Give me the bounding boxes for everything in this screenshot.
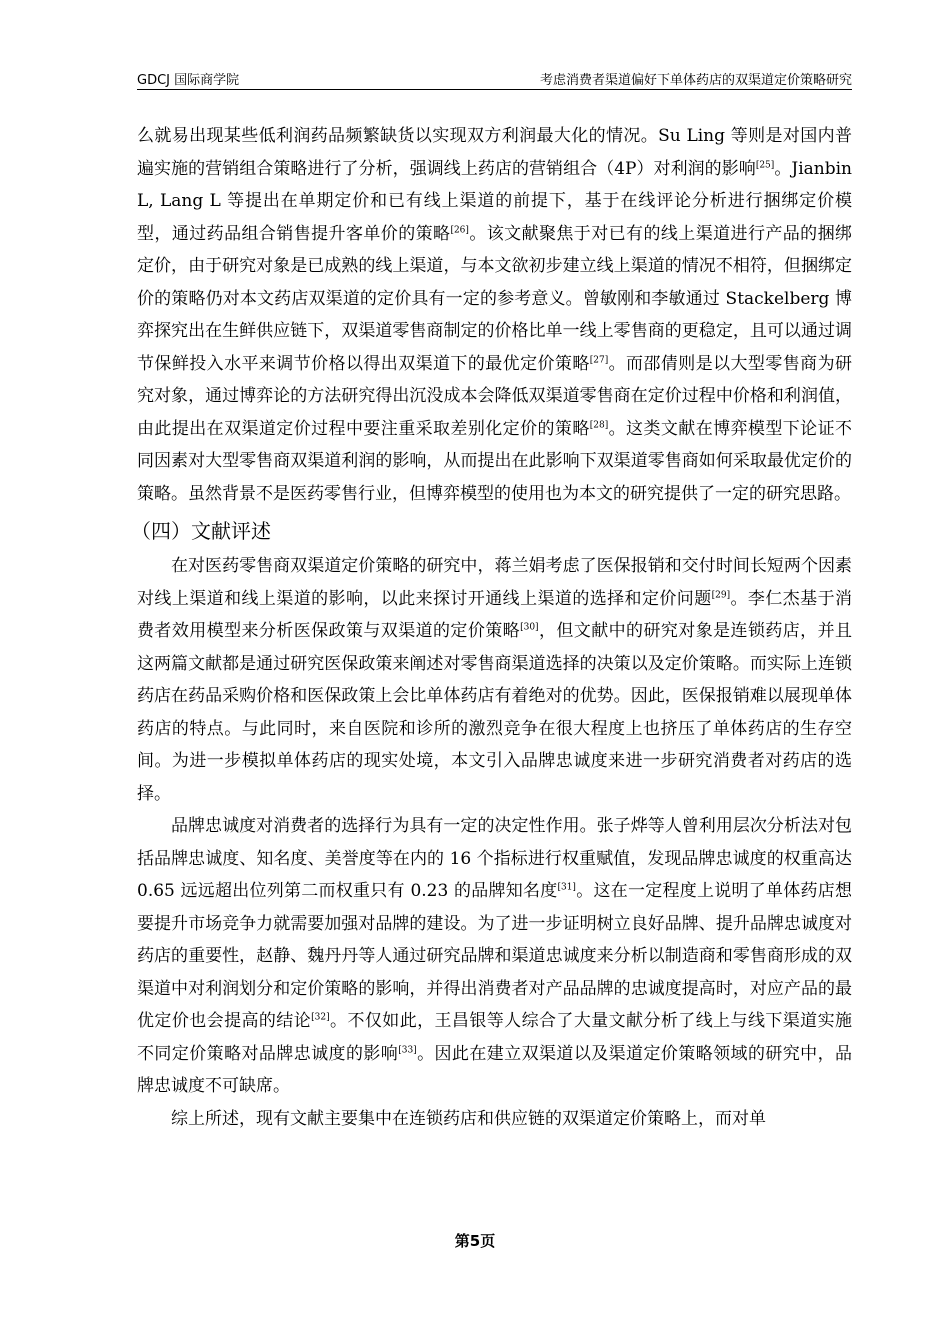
citation: [27] <box>589 354 609 365</box>
section-heading: （四）文献评述 <box>131 519 271 543</box>
citation: [29] <box>711 589 731 600</box>
paragraph-1: 么就易出现某些低利润药品频繁缺货以实现双方利润最大化的情况。Su Ling 等则是对国内普遍实施的营销组合策略进行了分析，强调线上药店的营销组合（4P）对利润的影响[25]。Jianbin L, Lang L 等提出在单期定价和已有线上渠道的前提下，基于在线评论分析进行捆绑定价模型，通过药品组合销售提升客单价的策略[26]。该文献聚焦于对已有的线上渠道进行产品的捆绑定价，由于研究对象是已成熟的线上渠道，与本文欲初步建立线上渠道的情况不相符，但捆绑定价的策略仍对本文药店双渠道的定价具有一定的参考意义。曾敏刚和李敏通过 Stackelberg 博弈探究出在生鲜供应链下，双渠道零售商制定的价格比单一线上零售商的更稳定，且可以通过调节保鲜投入水平来调节价格以得出双渠道下的最优定价策略[27]。而邵倩则是以大型零售商为研究对象，通过博弈论的方法研究得出沉没成本会降低双渠道零售商在定价过程中价格和利润值，由此提出在双渠道定价过程中要注重采取差别化定价的策略[28]。这类文献在博弈模型下论证不同因素对大型零售商双渠道利润的影响，从而提出在此影响下双渠道零售商如何采取最优定价的策略。虽然背景不是医药零售行业，但博弈模型的使用也为本文的研究提供了一定的研究思路。 <box>137 126 853 504</box>
paragraph-2: 在对医药零售商双渠道定价策略的研究中，蒋兰娟考虑了医保报销和交付时间长短两个因素对线上渠道和线上渠道的影响，以此来探讨开通线上渠道的选择和定价问题[29]。李仁杰基于消费者效用模型来分析医保政策与双渠道的定价策略[30]，但文献中的研究对象是连锁药店，并且这两篇文献都是通过研究医保政策来阐述对零售商渠道选择的决策以及定价策略。而实际上连锁药店在药品采购价格和医保政策上会比单体药店有着绝对的优势。因此，医保报销难以展现单体药店的特点。与此同时，来自医院和诊所的激烈竞争在很大程度上也挤压了单体药店的生存空间。为进一步模拟单体药店的现实处境，本文引入品牌忠诚度来进一步研究消费者对药店的选择。 <box>137 556 853 804</box>
citation: [33] <box>398 1044 417 1055</box>
citation: [25] <box>755 159 775 170</box>
citation: [32] <box>311 1012 330 1023</box>
page-header <box>137 67 852 90</box>
paragraph-4: 综上所述，现有文献主要集中在连锁药店和供应链的双渠道定价策略上，而对单 <box>171 1108 766 1129</box>
paragraph-3: 品牌忠诚度对消费者的选择行为具有一定的决定性作用。张子烨等人曾利用层次分析法对包括品牌忠诚度、知名度、美誉度等在内的 16 个指标进行权重赋值，发现品牌忠诚度的权重高达 0.65 远远超出位列第二而权重只有 0.23 的品牌知名度[31]。这在一定程度上说明了单体药店想要提升市场竞争力就需要加强对品牌的建设。为了进一步证明树立良好品牌、提升品牌忠诚度对药店的重要性，赵静、魏丹丹等人通过研究品牌和渠道忠诚度来分析以制造商和零售商形成的双渠道中对利润划分和定价策略的影响，并得出消费者对产品品牌的忠诚度提高时，对应产品的最优定价也会提高的结论[32]。不仅如此，王昌银等人综合了大量文献分析了线上与线下渠道实施不同定价策略对品牌忠诚度的影响[33]。因此在建立双渠道以及渠道定价策略领域的研究中，品牌忠诚度不可缺席。 <box>137 816 853 1096</box>
citation: [30] <box>520 622 539 633</box>
body-text <box>131 120 853 1135</box>
page-number: 第5页 <box>454 1232 496 1250</box>
header-institution: GDCJ 国际商学院 <box>137 73 240 88</box>
header-title: 考虑消费者渠道偏好下单体药店的双渠道定价策略研究 <box>539 73 852 88</box>
citation: [31] <box>557 882 576 893</box>
citation: [26] <box>450 224 469 235</box>
citation: [28] <box>589 419 609 430</box>
